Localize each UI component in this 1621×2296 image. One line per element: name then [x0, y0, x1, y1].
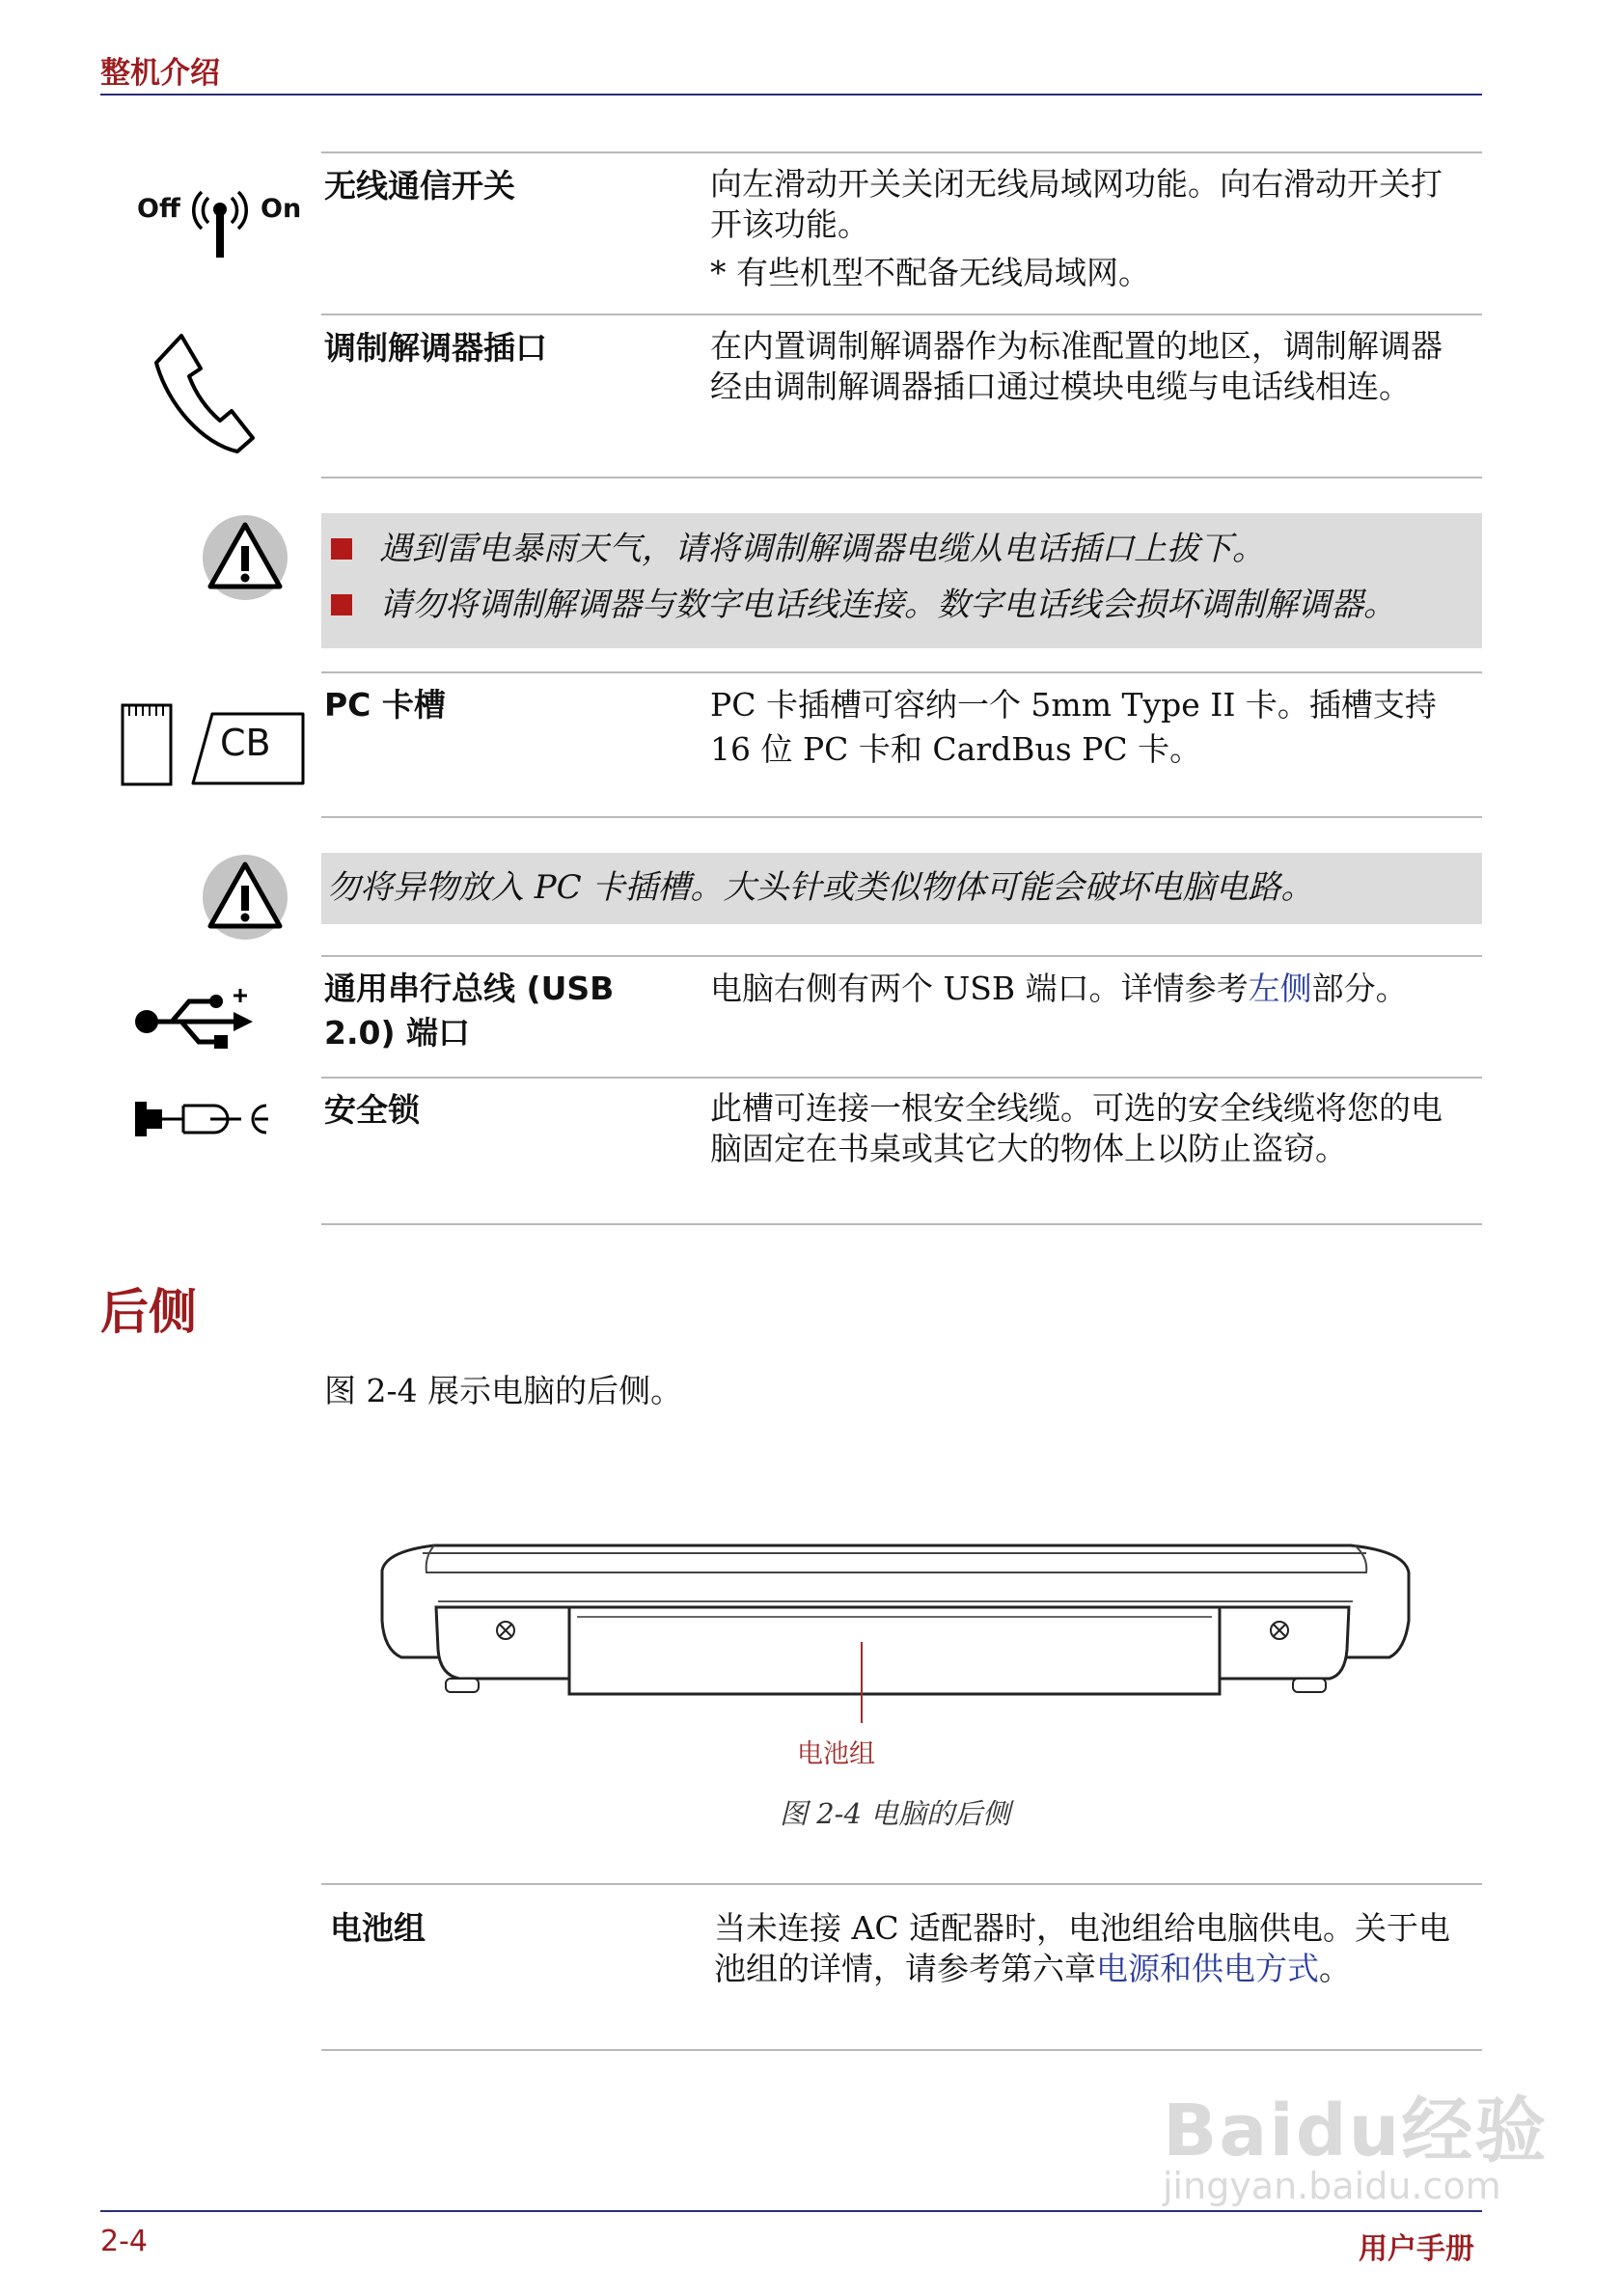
warning-icon [201, 853, 289, 942]
term-wireless-switch: 无线通信开关 [324, 167, 515, 205]
desc-modem-jack: 在内置调制解调器作为标准配置的地区，调制解调器经由调制解调器插口通过模块电缆与电话线相连。 [710, 327, 1442, 405]
warning-line: 请勿将调制解调器与数字电话线连接。数字电话线会损坏调制解调器。 [321, 577, 1482, 633]
desc-usb-port: 电脑右侧有两个 USB 端口。详情参考左侧部分。 [710, 970, 1408, 1007]
power-chapter-link[interactable]: 电源和供电方式 [1096, 1950, 1319, 1987]
page-number: 2-4 [100, 2225, 148, 2258]
left-side-link[interactable]: 左侧 [1248, 970, 1312, 1007]
usb-icon [133, 988, 257, 1055]
phone-icon [145, 328, 261, 458]
term-modem-jack: 调制解调器插口 [324, 329, 547, 367]
header-divider [100, 94, 1482, 96]
security-lock-icon [133, 1098, 272, 1140]
table-divider [321, 477, 1482, 478]
term-usb-port: 通用串行总线 (USB 2.0) 端口 [324, 970, 615, 1052]
table-divider [321, 1223, 1482, 1225]
warning-line: 遇到雷电暴雨天气，请将调制解调器电缆从电话插口上拔下。 [321, 521, 1482, 577]
table-divider [321, 816, 1482, 818]
table-divider [321, 671, 1482, 673]
term-battery-pack: 电池组 [330, 1909, 426, 1947]
warning-box-modem [321, 513, 1482, 648]
callout-leader-line [861, 1642, 863, 1723]
section-title: 后侧 [100, 1284, 197, 1340]
watermark-url: jingyan.baidu.com [1163, 2165, 1501, 2207]
table-divider [321, 151, 1482, 153]
pc-card-icon: CB [120, 702, 313, 787]
section-intro: 图 2-4 展示电脑的后侧。 [324, 1372, 683, 1409]
warning-box-pc-card: 勿将异物放入 PC 卡插槽。大头针或类似物体可能会破坏电脑电路。 [321, 853, 1482, 924]
callout-battery-pack: 电池组 [797, 1739, 875, 1769]
page-header-title: 整机介绍 [100, 56, 220, 91]
desc-security-lock: 此槽可连接一根安全线缆。可选的安全线缆将您的电脑固定在书桌或其它大的物体上以防止盗窃。 [710, 1089, 1442, 1167]
warning-icon [201, 513, 289, 602]
desc-pc-card: PC 卡插槽可容纳一个 5mm Type II 卡。插槽支持 16 位 PC 卡和 CardBus PC 卡。 [710, 686, 1437, 768]
bullet-icon [331, 538, 352, 560]
table-divider [321, 2049, 1482, 2051]
desc-wireless-switch: 向左滑动开关关闭无线局域网功能。向右滑动开关打开该功能。 * 有些机型不配备无线局域网。 [710, 165, 1442, 291]
table-divider [321, 955, 1482, 957]
table-divider [321, 1077, 1482, 1079]
desc-battery-pack: 当未连接 AC 适配器时，电池组给电脑供电。关于电池组的详情，请参考第六章电源和供电方式。 [714, 1909, 1451, 1987]
table-divider [321, 314, 1482, 315]
footer-divider [100, 2210, 1482, 2212]
term-pc-card: PC 卡槽 [324, 686, 446, 724]
figure-caption: 图 2-4 电脑的后侧 [780, 1797, 1011, 1830]
wireless-switch-icon: Off On [137, 188, 301, 265]
manual-title: 用户手册 [1359, 2232, 1474, 2266]
table-divider [321, 1883, 1482, 1885]
baidu-watermark: Baidu经验 [1163, 2090, 1549, 2173]
bullet-icon [331, 594, 352, 615]
term-security-lock: 安全锁 [324, 1091, 420, 1129]
laptop-rear-illustration [376, 1534, 1415, 1698]
